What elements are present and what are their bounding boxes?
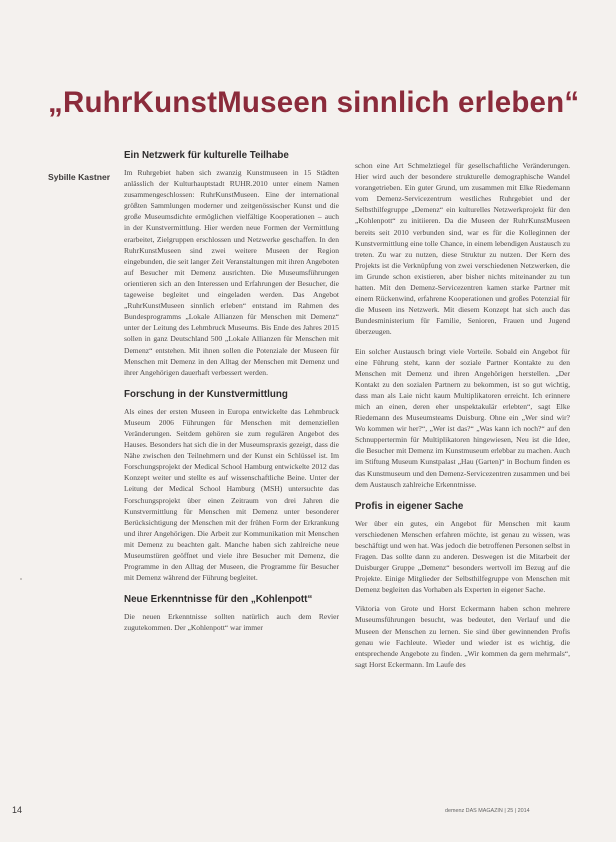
publication-footer: demenz DAS MAGAZIN | 25 | 2014: [445, 808, 530, 814]
article-column-left: [124, 150, 339, 633]
paragraph-continued: schon eine Art Schmelztiegel für gesellschaftliche Veränderungen. Hier wird auch der besondere strukturelle demographische Wandel vorangetrieben. Ein guter Grund, um zusammen mit Elke Riedemann vom Demenz-Servicezentrum westliches Ruhrgebiet und der Selbsthilfegruppe „Demenz“ ein kulturelles Netzwerkprojekt für den „Kohlenpott“ zu initiieren. Da die Museen der RuhrKunstMuseen bereits seit 2010 verbunden sind, war es für die Kolleginnen der Kunstvermittlung eine tolle Chance, in einem lebendigen Austausch zu treten. Zu war zu nutzen, diese Struktur zu nutzen. Der Kern des Projekts ist die Verknüpfung von zwei verschiedenen Netzwerken, die im Grunde schon existieren, aber bisher nichts miteinander zu tun hatten. Mit den Demenz-Servicezentren kamen starke Partner mit einem Rückenwind, erfahrene Kooperationen und großes Potenzial für die Museen ins Netzwerk. Mit diesem Konzept hat sich auch das Bundesministerium für Familie, Senioren, Frauen und Jugend überzeugen.: [355, 161, 570, 337]
section-text-forschung: Als eines der ersten Museen in Europa entwickelte das Lehmbruck Museum 2006 Führungen für Menschen mit demenziellen Veränderungen. Seitdem gehören sie zum regulären Angebot des Hauses. Besonders hat sich die in der Museumspraxis gezeigt, dass die Nähe zwischen den Teilnehmern und der Kunst ein Schlüssel ist. Im Forschungsprojekt der Medical School Hamburg entwickelte 2012 das Konzept weiter und stellte es auf wissenschaftliche Beine. Unter der Leitung der Medical School Hamburg (MSH) untersuchte das Forschungsprojekt über einen Zeitraum von drei Jahren die Kunstvermittlung für Menschen mit Demenz unter besonderer Berücksichtigung der Menschen mit der frühen Form der Erkrankung und ihrer Angehörigen. Die Arbeit zur Kommunikation mit Menschen mit Demenz zu beachten galt. Manche haben sich zahlreiche neue Museumstüren geöffnet und viele ihre Besucher mit Demenz, die Programme in den Alltag der Museen, die Programme für Besucher mit Demenz während der Führung begleitet.: [124, 406, 339, 583]
section-heading-kohlenpott: Neue Erkenntnisse für den „Kohlenpott“: [124, 594, 313, 606]
section-text-kohlenpott: Die neuen Erkenntnisse sollten natürlich auch dem Revier zugutekommen. Der „Kohlenpott“ war immer: [124, 612, 339, 633]
margin-mark: [20, 578, 22, 580]
section-heading-teilhabe: Ein Netzwerk für kulturelle Teilhabe: [124, 150, 289, 161]
section-heading-profis: Profis in eigener Sache: [355, 500, 464, 512]
paragraph-profis-1: Wer über ein gutes, ein Angebot für Menschen mit kaum verschiedenen Menschen erfahren möchte, ist genau zu wissen, was beschäftigt und wen hat. Was jedoch die betroffenen Personen selbst in Fragen. Das sollte dann zu anderen. Deswegen ist die Mitarbeit der Duisburger Gruppe „Demenz“ besonders wertvoll im Bezug auf die Projekte. Einige Mitglieder der Selbsthilfegruppe von Menschen mit Demenz begleiten das Vorhaben als Experten in eigener Sache.: [355, 518, 570, 595]
paragraph-austausch: Ein solcher Austausch bringt viele Vorteile. Sobald ein Angebot für eine Führung steht, kann der soziale Partner Kontakte zu den Menschen mit Demenz und ihren Angehörigen herstellen. „Der Kontakt zu den sozialen Partnern zu bekommen, ist so gut wichtig, dass man als Laie nicht kaum Multiplikatoren erreicht. Ich erinnere mich an einen, deren eher unspektakulär erlebten“, sagt Elke Riedemann des Museumsteams Duisburg. Ohne ein „Wer sind wir? Wo kommen wir her?“, „Wer ist das?“ „Was kann ich noch?“ auf den Schnuppertermin für Multiplikatoren hingewiesen, Neu ist die Idee, die Besucher mit Demenz im Kunstmuseum erlebbar zu machen. Auch im Stiftung Museum Kunstpalast „Hau (Garten)“ in Bochum finden es das Kunstmuseum und den Demenz-Servicezentren zusammen und bei dem Austausch zahlreiche Erkenntnisse.: [355, 346, 570, 489]
page-number: 14: [12, 805, 23, 815]
section-text-teilhabe: Im Ruhrgebiet haben sich zwanzig Kunstmuseen in 15 Städten anlässlich der Kulturhauptstadt RUHR.2010 unter einem Namen zusammengeschlossen: RuhrKunstMuseen. Eine der international größten Sammlungen moderner und zeitgenössischer Kunst und die große Museumsdichte ermöglichen vielfältige Kooperationen – auch in der Kunstvermittlung. Hier werden neue Formen der Vermittlung erarbeitet, Zielgruppen erschlossen und Netzwerke geschaffen. In den RuhrKunstMuseen sind zwei weitere Museen der Region eingebunden, die seit langer Zeit Veranstaltungen mit ihren Angeboten auf Besucher mit Demenz ausrichten. Die Museumsführungen orientieren sich an den Interessen und Erfahrungen der Besucher, die tageweise begleitet und eingeladen werden. Das Angebot „RuhrKunstMuseen sinnlich erleben“ entstand im Rahmen des Bundesprogramms „Lokale Allianzen für Menschen mit Demenz“ unter der Leitung des Lehmbruck Museums. Bis Ende des Jahres 2015 sollen in ganz Deutschland 500 „Lokale Allianzen für Menschen mit Demenz“ entstehen. Mit ihnen sollen die Potenziale der Museen für Menschen mit Demenz in den Alltag der Menschen mit Demenz und ihrer Angehörigen dauerhaft verbessert werden.: [124, 168, 339, 377]
section-heading-forschung: Forschung in der Kunstvermittlung: [124, 388, 288, 400]
paragraph-profis-2: Viktoria von Grote und Horst Eckermann haben schon mehrere Museumsführungen besucht, was bedeutet, den Verlauf und die Museen der Menschen zu lernen. Sie sind über gewinnenden Profis genau wie Fachleute. Wieder und wieder ist es wichtig, die entsprechende Angebote zu finden. „Wir kommen da gern mehrmals“, sagt Horst Eckermann. Im Laufe des: [355, 604, 570, 669]
article-column-right: [355, 160, 570, 670]
page-title: „RuhrKunstMuseen sinnlich erleben“: [48, 86, 580, 119]
author-name: Sybille Kastner: [48, 172, 111, 182]
